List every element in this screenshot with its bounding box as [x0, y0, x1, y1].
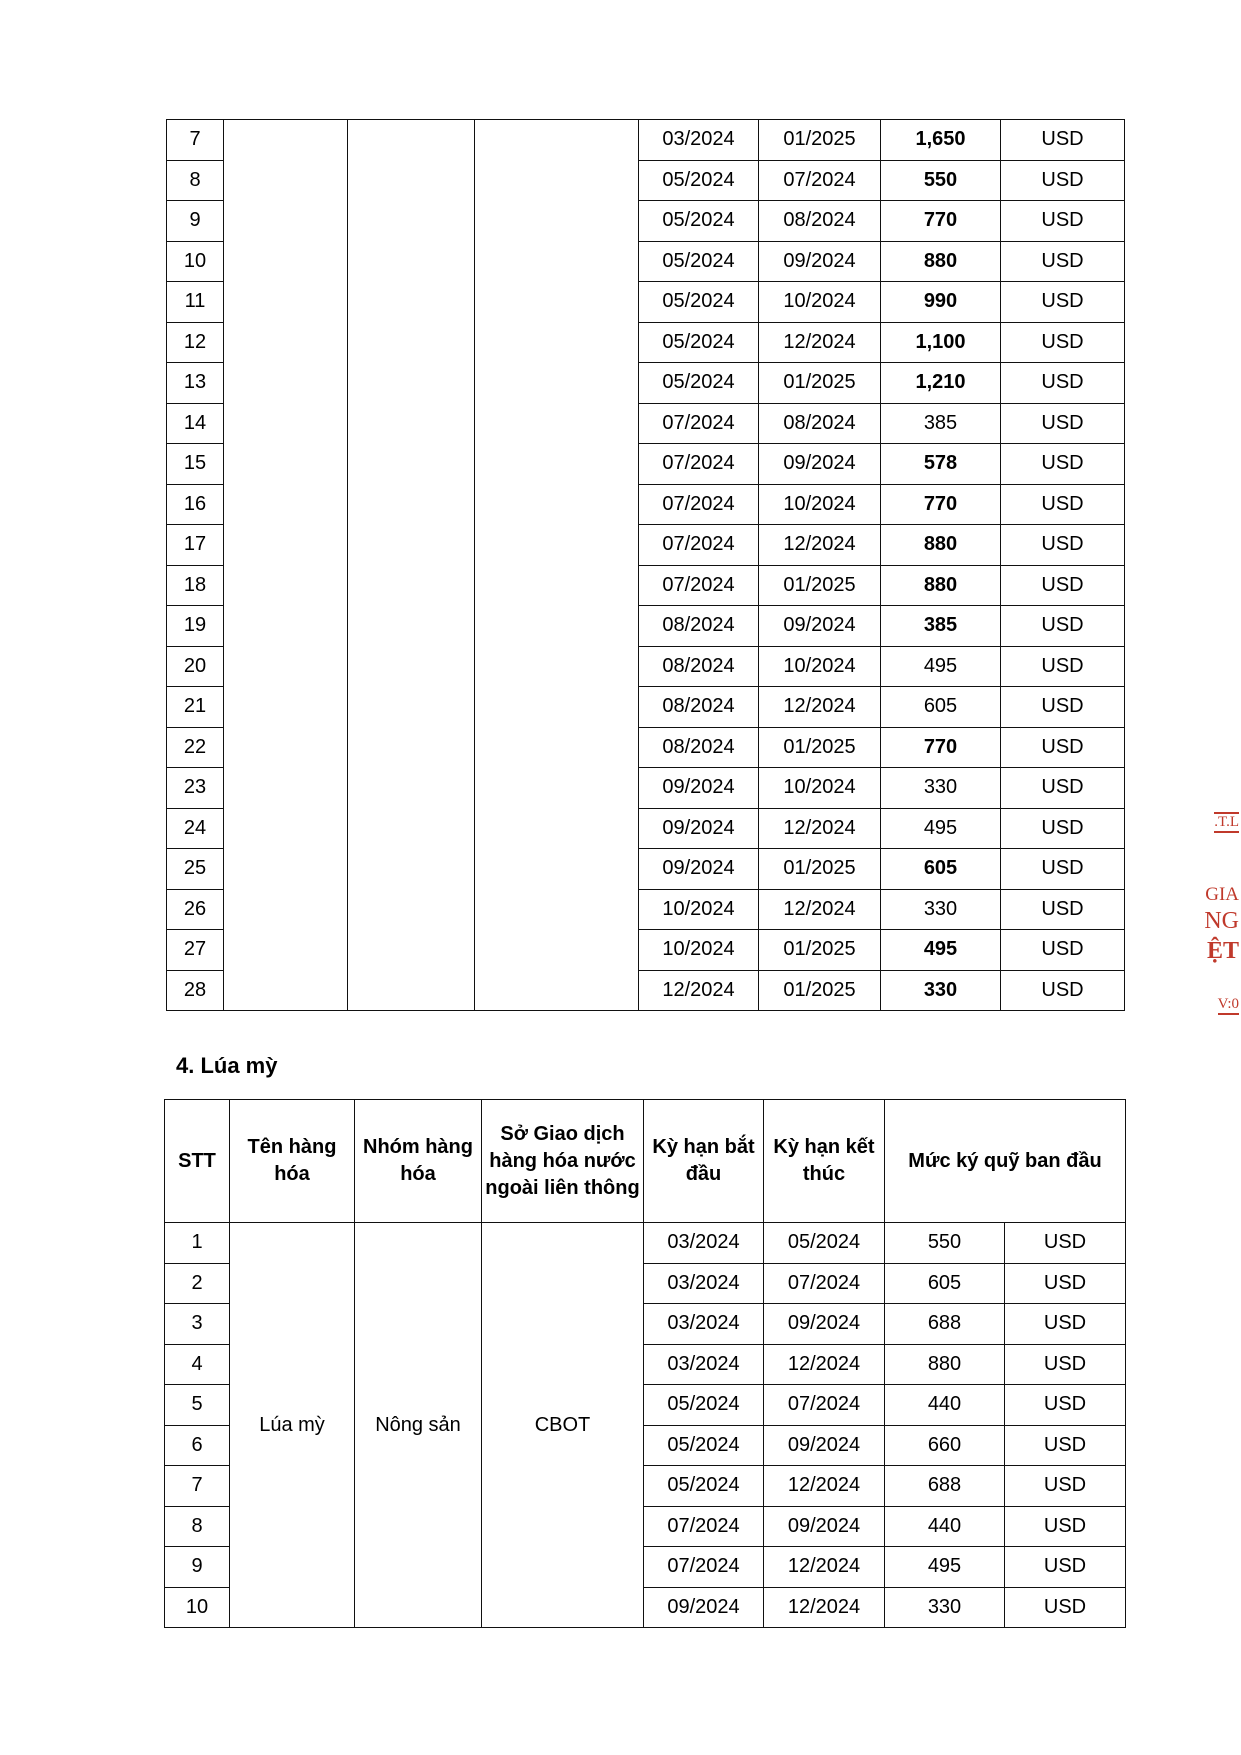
- end-term-cell: 12/2024: [764, 1587, 885, 1628]
- stt-cell: 18: [167, 565, 224, 606]
- margin-amount-cell: 880: [881, 565, 1001, 606]
- header-commodity: Tên hàng hóa: [230, 1100, 355, 1223]
- currency-cell: USD: [1001, 889, 1125, 930]
- end-term-cell: 01/2025: [759, 565, 881, 606]
- end-term-cell: 01/2025: [759, 970, 881, 1011]
- margin-amount-cell: 330: [881, 970, 1001, 1011]
- stt-cell: 9: [167, 201, 224, 242]
- stt-cell: 22: [167, 727, 224, 768]
- margin-amount-cell: 660: [885, 1425, 1005, 1466]
- margin-amount-cell: 495: [881, 646, 1001, 687]
- margin-amount-cell: 495: [881, 930, 1001, 971]
- currency-cell: USD: [1005, 1466, 1126, 1507]
- end-term-cell: 07/2024: [759, 160, 881, 201]
- end-term-cell: 01/2025: [759, 363, 881, 404]
- margin-amount-cell: 1,100: [881, 322, 1001, 363]
- end-term-cell: 10/2024: [759, 484, 881, 525]
- currency-cell: USD: [1005, 1385, 1126, 1426]
- start-term-cell: 08/2024: [639, 687, 759, 728]
- stt-cell: 19: [167, 606, 224, 647]
- currency-cell: USD: [1001, 525, 1125, 566]
- header-margin: Mức ký quỹ ban đầu: [885, 1100, 1126, 1223]
- header-end: Kỳ hạn kết thúc: [764, 1100, 885, 1223]
- stt-cell: 9: [165, 1547, 230, 1588]
- margin-amount-cell: 440: [885, 1385, 1005, 1426]
- stamp-line-3: NG: [1204, 908, 1239, 934]
- start-term-cell: 07/2024: [639, 444, 759, 485]
- start-term-cell: 07/2024: [644, 1506, 764, 1547]
- start-term-cell: 05/2024: [639, 241, 759, 282]
- section-title: 4. Lúa mỳ: [176, 1053, 278, 1078]
- currency-cell: USD: [1001, 606, 1125, 647]
- end-term-cell: 12/2024: [759, 322, 881, 363]
- stt-cell: 13: [167, 363, 224, 404]
- margin-amount-cell: 770: [881, 484, 1001, 525]
- stt-cell: 12: [167, 322, 224, 363]
- stt-cell: 10: [165, 1587, 230, 1628]
- stt-cell: 11: [167, 282, 224, 323]
- stt-cell: 8: [165, 1506, 230, 1547]
- margin-amount-cell: 990: [881, 282, 1001, 323]
- end-term-cell: 09/2024: [764, 1506, 885, 1547]
- currency-cell: USD: [1001, 849, 1125, 890]
- start-term-cell: 10/2024: [639, 930, 759, 971]
- end-term-cell: 12/2024: [764, 1466, 885, 1507]
- end-term-cell: 09/2024: [764, 1425, 885, 1466]
- currency-cell: USD: [1001, 403, 1125, 444]
- currency-cell: USD: [1001, 322, 1125, 363]
- start-term-cell: 07/2024: [639, 525, 759, 566]
- stt-cell: 7: [165, 1466, 230, 1507]
- end-term-cell: 10/2024: [759, 646, 881, 687]
- end-term-cell: 08/2024: [759, 201, 881, 242]
- stt-cell: 24: [167, 808, 224, 849]
- currency-cell: USD: [1005, 1263, 1126, 1304]
- currency-cell: USD: [1001, 930, 1125, 971]
- end-term-cell: 01/2025: [759, 849, 881, 890]
- table-row: [167, 120, 1125, 161]
- start-term-cell: 03/2024: [644, 1223, 764, 1264]
- stamp-line-5: V:0: [1218, 996, 1239, 1015]
- header-exchange: Sở Giao dịch hàng hóa nước ngoài liên thông: [482, 1100, 644, 1223]
- currency-cell: USD: [1001, 201, 1125, 242]
- margin-amount-cell: 880: [881, 241, 1001, 282]
- start-term-cell: 05/2024: [639, 322, 759, 363]
- stt-cell: 20: [167, 646, 224, 687]
- margin-amount-cell: 880: [885, 1344, 1005, 1385]
- start-term-cell: 05/2024: [639, 201, 759, 242]
- end-term-cell: 09/2024: [764, 1304, 885, 1345]
- stt-cell: 5: [165, 1385, 230, 1426]
- stt-cell: 16: [167, 484, 224, 525]
- red-stamp-fragment: [1204, 800, 1241, 1030]
- margin-amount-cell: 578: [881, 444, 1001, 485]
- currency-cell: USD: [1005, 1587, 1126, 1628]
- start-term-cell: 09/2024: [639, 768, 759, 809]
- end-term-cell: 09/2024: [759, 444, 881, 485]
- margin-table-continued: [166, 119, 1125, 1011]
- margin-amount-cell: 770: [881, 727, 1001, 768]
- stt-cell: 6: [165, 1425, 230, 1466]
- start-term-cell: 03/2024: [639, 120, 759, 161]
- stt-cell: 27: [167, 930, 224, 971]
- margin-amount-cell: 605: [885, 1263, 1005, 1304]
- start-term-cell: 07/2024: [639, 484, 759, 525]
- margin-amount-cell: 330: [881, 889, 1001, 930]
- currency-cell: USD: [1005, 1344, 1126, 1385]
- commodity-cell: [224, 120, 348, 1011]
- table-header-row: [165, 1100, 1126, 1223]
- currency-cell: USD: [1001, 970, 1125, 1011]
- stt-cell: 7: [167, 120, 224, 161]
- margin-amount-cell: 880: [881, 525, 1001, 566]
- stt-cell: 10: [167, 241, 224, 282]
- margin-amount-cell: 385: [881, 606, 1001, 647]
- currency-cell: USD: [1001, 160, 1125, 201]
- end-term-cell: 12/2024: [764, 1547, 885, 1588]
- stt-cell: 23: [167, 768, 224, 809]
- start-term-cell: 05/2024: [639, 363, 759, 404]
- start-term-cell: 09/2024: [639, 808, 759, 849]
- start-term-cell: 12/2024: [639, 970, 759, 1011]
- start-term-cell: 03/2024: [644, 1263, 764, 1304]
- stt-cell: 28: [167, 970, 224, 1011]
- table-row: [165, 1223, 1126, 1264]
- margin-amount-cell: 688: [885, 1304, 1005, 1345]
- currency-cell: USD: [1001, 484, 1125, 525]
- end-term-cell: 01/2025: [759, 727, 881, 768]
- margin-amount-cell: 688: [885, 1466, 1005, 1507]
- start-term-cell: 03/2024: [644, 1344, 764, 1385]
- end-term-cell: 05/2024: [764, 1223, 885, 1264]
- currency-cell: USD: [1001, 241, 1125, 282]
- currency-cell: USD: [1001, 120, 1125, 161]
- margin-amount-cell: 770: [881, 201, 1001, 242]
- end-term-cell: 12/2024: [764, 1344, 885, 1385]
- end-term-cell: 07/2024: [764, 1263, 885, 1304]
- currency-cell: USD: [1005, 1223, 1126, 1264]
- stamp-line-2: GIA: [1205, 884, 1239, 905]
- currency-cell: USD: [1001, 687, 1125, 728]
- stt-cell: 2: [165, 1263, 230, 1304]
- margin-amount-cell: 330: [881, 768, 1001, 809]
- currency-cell: USD: [1001, 444, 1125, 485]
- end-term-cell: 10/2024: [759, 768, 881, 809]
- wheat-margin-table: [164, 1099, 1126, 1628]
- currency-cell: USD: [1005, 1506, 1126, 1547]
- end-term-cell: 10/2024: [759, 282, 881, 323]
- header-stt: STT: [165, 1100, 230, 1223]
- margin-amount-cell: 550: [881, 160, 1001, 201]
- end-term-cell: 12/2024: [759, 808, 881, 849]
- currency-cell: USD: [1001, 727, 1125, 768]
- currency-cell: USD: [1001, 282, 1125, 323]
- stt-cell: 15: [167, 444, 224, 485]
- stt-cell: 26: [167, 889, 224, 930]
- stt-cell: 4: [165, 1344, 230, 1385]
- currency-cell: USD: [1005, 1425, 1126, 1466]
- start-term-cell: 07/2024: [639, 403, 759, 444]
- end-term-cell: 12/2024: [759, 687, 881, 728]
- currency-cell: USD: [1001, 808, 1125, 849]
- end-term-cell: 07/2024: [764, 1385, 885, 1426]
- start-term-cell: 07/2024: [639, 565, 759, 606]
- stt-cell: 17: [167, 525, 224, 566]
- start-term-cell: 09/2024: [644, 1587, 764, 1628]
- currency-cell: USD: [1005, 1304, 1126, 1345]
- start-term-cell: 05/2024: [644, 1385, 764, 1426]
- start-term-cell: 08/2024: [639, 727, 759, 768]
- stt-cell: 25: [167, 849, 224, 890]
- group-cell: Nông sản: [355, 1223, 482, 1628]
- margin-amount-cell: 605: [881, 687, 1001, 728]
- start-term-cell: 10/2024: [639, 889, 759, 930]
- currency-cell: USD: [1001, 565, 1125, 606]
- stt-cell: 21: [167, 687, 224, 728]
- end-term-cell: 01/2025: [759, 930, 881, 971]
- stt-cell: 8: [167, 160, 224, 201]
- margin-amount-cell: 1,210: [881, 363, 1001, 404]
- start-term-cell: 09/2024: [639, 849, 759, 890]
- exchange-cell: CBOT: [482, 1223, 644, 1628]
- end-term-cell: 01/2025: [759, 120, 881, 161]
- margin-amount-cell: 385: [881, 403, 1001, 444]
- start-term-cell: 07/2024: [644, 1547, 764, 1588]
- group-cell: [348, 120, 475, 1011]
- end-term-cell: 08/2024: [759, 403, 881, 444]
- margin-amount-cell: 1,650: [881, 120, 1001, 161]
- start-term-cell: 08/2024: [639, 646, 759, 687]
- commodity-cell: Lúa mỳ: [230, 1223, 355, 1628]
- end-term-cell: 09/2024: [759, 606, 881, 647]
- stt-cell: 14: [167, 403, 224, 444]
- stt-cell: 3: [165, 1304, 230, 1345]
- start-term-cell: 05/2024: [644, 1425, 764, 1466]
- end-term-cell: 09/2024: [759, 241, 881, 282]
- currency-cell: USD: [1001, 363, 1125, 404]
- start-term-cell: 05/2024: [644, 1466, 764, 1507]
- start-term-cell: 05/2024: [639, 282, 759, 323]
- margin-amount-cell: 330: [885, 1587, 1005, 1628]
- stamp-line-1: .T.L: [1214, 812, 1239, 833]
- stt-cell: 1: [165, 1223, 230, 1264]
- exchange-cell: [475, 120, 639, 1011]
- currency-cell: USD: [1005, 1547, 1126, 1588]
- stamp-line-4: ỆT: [1206, 938, 1239, 964]
- header-group: Nhóm hàng hóa: [355, 1100, 482, 1223]
- header-start: Kỳ hạn bắt đầu: [644, 1100, 764, 1223]
- currency-cell: USD: [1001, 646, 1125, 687]
- currency-cell: USD: [1001, 768, 1125, 809]
- end-term-cell: 12/2024: [759, 889, 881, 930]
- margin-amount-cell: 605: [881, 849, 1001, 890]
- margin-amount-cell: 440: [885, 1506, 1005, 1547]
- start-term-cell: 05/2024: [639, 160, 759, 201]
- margin-amount-cell: 495: [885, 1547, 1005, 1588]
- start-term-cell: 03/2024: [644, 1304, 764, 1345]
- start-term-cell: 08/2024: [639, 606, 759, 647]
- end-term-cell: 12/2024: [759, 525, 881, 566]
- margin-amount-cell: 495: [881, 808, 1001, 849]
- margin-amount-cell: 550: [885, 1223, 1005, 1264]
